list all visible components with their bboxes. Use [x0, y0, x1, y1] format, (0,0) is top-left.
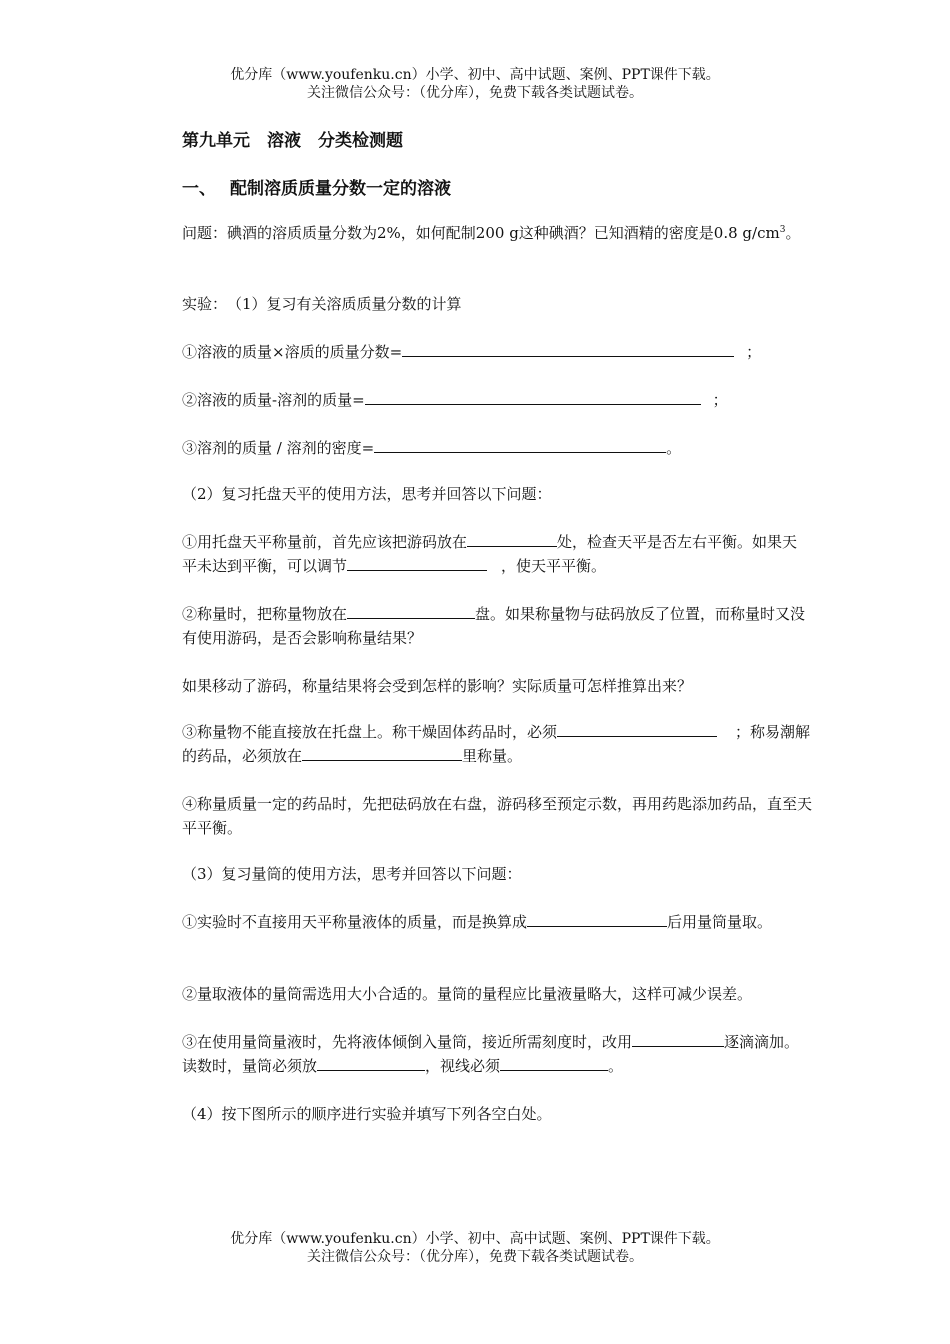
doc-title: 第九单元 溶液 分类检测题 [182, 131, 403, 151]
calc-3-text: ③溶剂的质量 / 溶剂的密度= [182, 439, 375, 457]
balance-q3-part-b: ；称易潮解的药品，必须放在 [182, 723, 811, 765]
answer-blank[interactable] [467, 530, 557, 547]
balance-q2-follow-up [146, 674, 812, 698]
balance-q1 [146, 530, 812, 578]
cylinder-q2-text: ②量取液体的量筒需选用大小合适的。量筒的量程应比量液量略大，这样可减少误差。 [182, 985, 753, 1003]
answer-blank[interactable] [365, 388, 701, 405]
question-text: 问题：碘酒的溶质质量分数为2%，如何配制200 g这种碘酒？已知酒精的密度是0.8 g/cm [182, 224, 780, 242]
balance-intro-text: （2）复习托盘天平的使用方法，思考并回答以下问题： [182, 485, 552, 503]
balance-q2 [146, 602, 812, 650]
cylinder-q2 [146, 982, 812, 1006]
balance-q4 [146, 792, 812, 840]
calc-3-end: 。 [666, 439, 682, 457]
calc-item-3 [146, 436, 812, 460]
answer-blank[interactable] [527, 910, 667, 927]
cylinder-q3 [146, 1030, 812, 1078]
balance-q2-part-a: ②称量时，把称量物放在 [182, 605, 348, 623]
experiment-intro-text: 实验： （1）复习有关溶质质量分数的计算 [182, 295, 462, 313]
cylinder-q1-part-a: ①实验时不直接用天平称量液体的质量，而是换算成 [182, 913, 528, 931]
balance-q2-part-c: 如果移动了游码，称量结果将会受到怎样的影响？实际质量可怎样推算出来？ [182, 677, 693, 695]
cylinder-q3-part-d: 。 [608, 1057, 624, 1075]
question-paragraph [146, 218, 812, 245]
cylinder-intro [146, 862, 812, 886]
balance-q3-part-c: 里称量。 [462, 747, 523, 765]
calc-2-text: ②溶液的质量-溶剂的质量= [182, 391, 365, 409]
section-1-heading [182, 174, 451, 199]
calc-item-2 [146, 388, 812, 412]
page-header [0, 66, 950, 102]
calc-1-text: ①溶液的质量×溶质的质量分数= [182, 343, 403, 361]
balance-q4-text: ④称量质量一定的药品时，先把砝码放在右盘，游码移至预定示数，再用药匙添加药品，直至天平平衡。 [182, 795, 813, 837]
balance-q1-part-c: ，使天平平衡。 [501, 557, 607, 575]
page-footer [0, 1230, 950, 1266]
answer-blank[interactable] [302, 744, 462, 761]
cylinder-q1-part-b: 后用量筒量取。 [667, 913, 773, 931]
header-line-2: 关注微信公众号：（优分库），免费下载各类试题试卷。 [307, 85, 643, 101]
answer-blank[interactable] [317, 1054, 425, 1071]
calc-item-1 [146, 340, 812, 364]
answer-blank[interactable] [500, 1054, 608, 1071]
balance-q3-part-a: ③称量物不能直接放在托盘上。称干燥固体药品时，必须 [182, 723, 558, 741]
cylinder-q3-part-b: 逐滴滴加。读数时，量筒必须放 [182, 1033, 800, 1075]
footer-line-1: 优分库（www.youfenku.cn）小学、初中、高中试题、案例、PPT课件下载。 [230, 1231, 720, 1247]
question-unit-exponent: 3 [779, 225, 786, 235]
calc-1-end: ； [746, 343, 762, 361]
balance-q3 [146, 720, 812, 768]
answer-blank[interactable] [374, 436, 666, 453]
step-4 [146, 1102, 812, 1126]
balance-q1-part-b: 处，检查天平是否左右平衡。如果天平未达到平衡，可以调节 [182, 533, 798, 575]
calc-2-end: ； [712, 391, 728, 409]
section-title: 配制溶质质量分数一定的溶液 [230, 179, 451, 199]
experiment-intro [146, 292, 812, 316]
answer-blank[interactable] [557, 720, 717, 737]
header-line-1: 优分库（www.youfenku.cn）小学、初中、高中试题、案例、PPT课件下载。 [230, 67, 720, 83]
balance-intro [146, 482, 812, 506]
cylinder-intro-text: （3）复习量筒的使用方法，思考并回答以下问题： [182, 865, 522, 883]
answer-blank[interactable] [402, 340, 734, 357]
question-end: 。 [785, 224, 801, 242]
section-number: 一、 [182, 179, 216, 199]
cylinder-q3-part-a: ③在使用量筒量液时，先将液体倾倒入量筒，接近所需刻度时，改用 [182, 1033, 633, 1051]
cylinder-q1 [146, 910, 812, 934]
answer-blank[interactable] [347, 602, 475, 619]
step-4-text: （4）按下图所示的顺序进行实验并填写下列各空白处。 [182, 1105, 552, 1123]
answer-blank[interactable] [632, 1030, 724, 1047]
footer-line-2: 关注微信公众号：（优分库），免费下载各类试题试卷。 [307, 1249, 643, 1265]
cylinder-q3-part-c: ，视线必须 [425, 1057, 501, 1075]
answer-blank[interactable] [347, 554, 487, 571]
balance-q1-part-a: ①用托盘天平称量前，首先应该把游码放在 [182, 533, 468, 551]
balance-q2-part-b: 盘。如果称量物与砝码放反了位置，而称量时又没有使用游码，是否会影响称量结果？ [182, 605, 806, 647]
